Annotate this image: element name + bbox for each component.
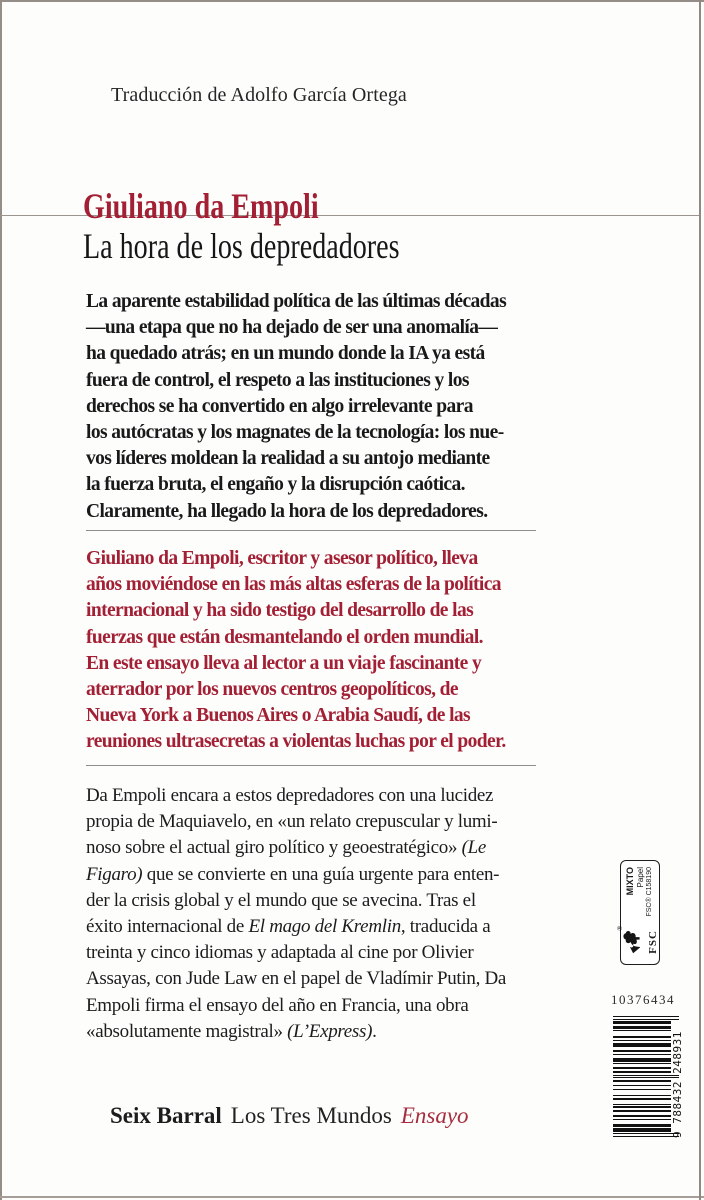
- text-line: noso sobre el actual giro político y geoestratégico» (Le: [86, 837, 487, 859]
- text-line: Empoli firma el ensayo del año en Francia, una obra: [86, 994, 469, 1016]
- page-edge-left: [0, 0, 2, 1200]
- barcode-bar: [613, 1110, 671, 1111]
- barcode-bar: [613, 1019, 679, 1020]
- text-line: fuerzas que están desmantelando el orden mundial.: [86, 626, 483, 648]
- barcode-bar: [613, 1030, 671, 1031]
- fsc-logo: [618, 925, 659, 959]
- barcode-bar: [613, 1075, 679, 1076]
- author-bio-paragraph: [86, 546, 536, 756]
- barcode-bar: [613, 1133, 679, 1134]
- section-divider: [86, 765, 536, 766]
- text-line: propia de Maquiavelo, en «un relato crepuscular y lumi-: [86, 811, 498, 833]
- text-line: —una etapa que no ha dejado de ser una anomalía—: [86, 317, 498, 339]
- barcode-bar: [613, 1136, 679, 1137]
- barcode-digits: 9 788432 248931: [671, 1031, 684, 1138]
- barcode-bar: [613, 1043, 671, 1047]
- fsc-tree-icon: [621, 929, 642, 955]
- registered-mark: ®: [618, 926, 624, 931]
- text-line: derechos se ha convertido en algo irrelevante para: [86, 395, 473, 417]
- fsc-cert-type: MIXTO: [625, 867, 635, 896]
- text-line: Figaro) que se convierte en una guía urgente para enten-: [86, 863, 500, 885]
- translation-note: Traducción de Adolfo García Ortega: [111, 84, 407, 106]
- review-paragraph: [86, 783, 536, 1045]
- text-line: Giuliano da Empoli, escritor y asesor político, lleva: [86, 548, 478, 569]
- text-line: la fuerza bruta, el engaño y la disrupción caótica.: [86, 474, 465, 496]
- text-line: ha quedado atrás; en un mundo donde la IA ya está: [86, 343, 485, 365]
- text-line: Claramente, ha llegado la hora de los depredadores.: [86, 500, 488, 522]
- book-title: La hora de los depredadores: [83, 226, 400, 266]
- text-line: años moviéndose en las más altas esferas de la política: [86, 574, 501, 596]
- fsc-label-text: [625, 866, 655, 925]
- text-line: Da Empoli encara a estos depredadores con una lucidez: [86, 785, 494, 806]
- barcode-bar: [613, 1080, 671, 1083]
- text-line: internacional y ha sido testigo del desarrollo de las: [86, 600, 474, 622]
- barcode-bar: [613, 1106, 671, 1107]
- synopsis-paragraph: [86, 289, 536, 525]
- edition-code: 10376434: [611, 992, 675, 1007]
- text-line: fuera de control, el respeto a las instituciones y los: [86, 369, 469, 391]
- barcode-bar: [613, 1071, 671, 1074]
- imprint-line: [110, 1103, 469, 1129]
- text-line: der la crisis global y el mundo que se avecina. Tras el: [86, 889, 476, 911]
- fsc-certification-label: [620, 860, 660, 965]
- barcode-bar: [613, 1050, 671, 1051]
- barcode-bar: [613, 1077, 679, 1078]
- page-edge-top: [0, 0, 704, 2]
- barcode-bar: [613, 1128, 671, 1132]
- barcode-bar: [613, 1095, 671, 1096]
- barcode-bar: [613, 1058, 671, 1062]
- barcode-bar: [613, 1054, 671, 1055]
- barcode-bar: [613, 1104, 671, 1105]
- fsc-material: Papel: [636, 867, 646, 888]
- barcode-bar: [613, 1036, 671, 1037]
- barcode-bar: [613, 1115, 671, 1116]
- text-line: «absolutamente magistral» (L’Express).: [86, 1020, 377, 1042]
- text-line: Assayas, con Jude Law en el papel de Vladímir Putin, Da: [86, 968, 507, 990]
- author-name: Giuliano da Empoli: [83, 186, 319, 226]
- genre-label: Ensayo: [400, 1103, 469, 1128]
- barcode-bar: [613, 1098, 671, 1101]
- page-edge-right: [699, 0, 701, 1200]
- barcode-bar: [613, 1063, 671, 1064]
- text-line: éxito internacional de El mago del Kremlin, traducida a: [86, 915, 491, 937]
- fsc-license-code: FSC® C158190: [646, 867, 654, 917]
- barcode-bar: [613, 1124, 671, 1127]
- collection-name: Los Tres Mundos: [230, 1103, 392, 1128]
- barcode-bar: [613, 1026, 671, 1029]
- text-line: los autócratas y los magnates de la tecnología: los nue-: [86, 421, 504, 443]
- barcode-bar: [613, 1085, 671, 1086]
- text-line: vos líderes moldean la realidad a su antojo mediante: [86, 448, 490, 470]
- text-line: treinta y cinco idiomas y adaptada al cine por Olivier: [86, 942, 474, 964]
- barcode-bar: [613, 1089, 671, 1090]
- barcode: [613, 1016, 671, 1137]
- publisher-name: Seix Barral: [110, 1103, 222, 1128]
- fsc-brand: FSC: [647, 930, 659, 954]
- text-line: reuniones ultrasecretas a violentas luchas por el poder.: [86, 731, 506, 753]
- page-edge-bottom: [0, 1196, 704, 1198]
- barcode-bar: [613, 1021, 671, 1024]
- section-divider: [86, 530, 536, 531]
- text-line: La aparente estabilidad política de las últimas décadas: [86, 291, 507, 312]
- barcode-bar: [613, 1067, 671, 1070]
- barcode-bar: [613, 1016, 679, 1017]
- text-line: En este ensayo lleva al lector a un viaje fascinante y: [86, 652, 482, 674]
- text-line: Nueva York a Buenos Aires o Arabia Saudí, de las: [86, 705, 471, 727]
- text-line: aterrador por los nuevos centros geopolíticos, de: [86, 678, 458, 700]
- barcode-bar: [613, 1119, 671, 1120]
- barcode-bar: [613, 1040, 671, 1041]
